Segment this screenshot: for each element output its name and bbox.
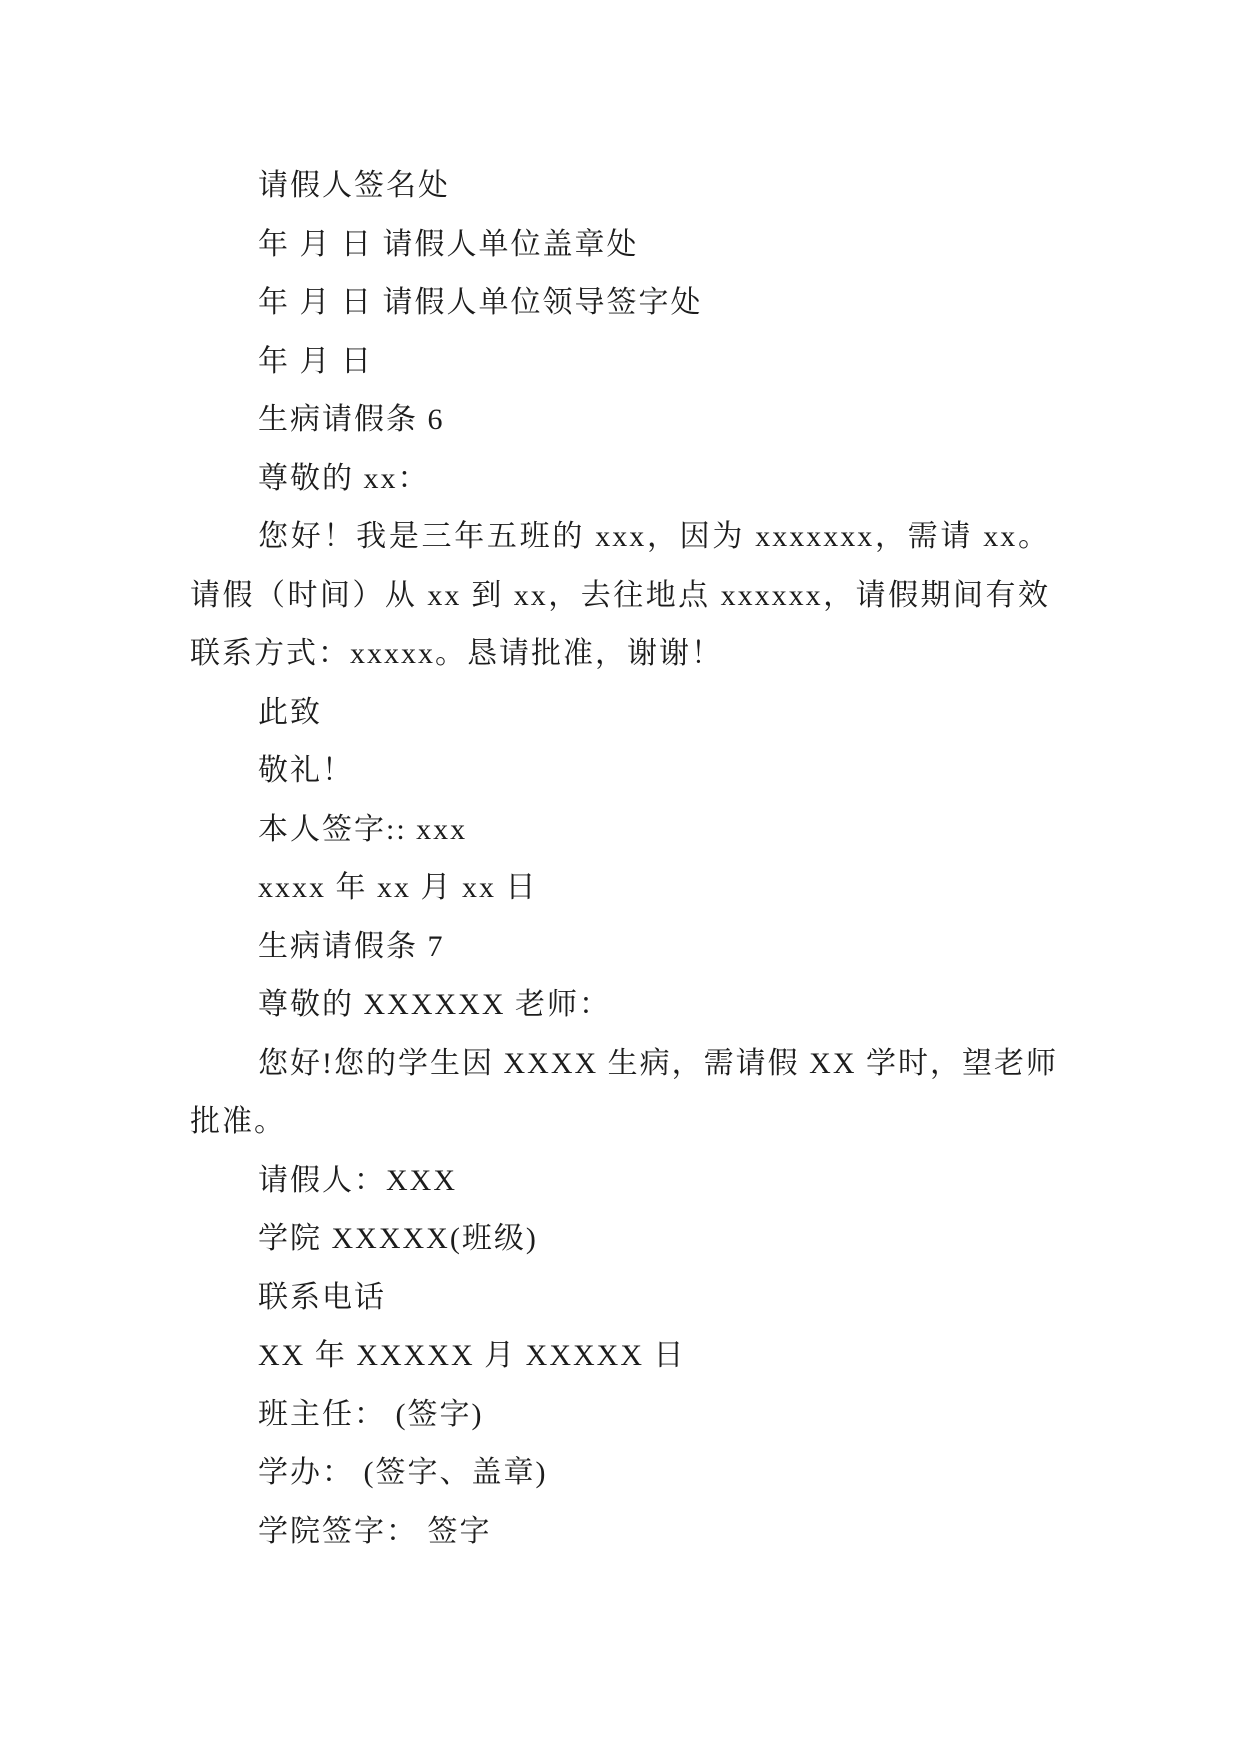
document-body — [190, 157, 1058, 1561]
note-6-salutation: 尊敬的 xx： — [258, 461, 430, 495]
note-6-title: 生病请假条 6 — [258, 403, 445, 436]
note-6-body-line: 您好！我是三年五班的 xxx，因为 xxxxxxx，需请 xx。 — [258, 520, 1050, 553]
note-6-closing: 此致 — [258, 695, 322, 729]
note-7-body-line: 您好!您的学生因 XXXX 生病，需请假 XX 学时，望老师 — [258, 1046, 1058, 1080]
note-7-date: XX 年 XXXXX 月 XXXXX 日 — [258, 1339, 686, 1372]
unit-seal-line: 年 月 日 请假人单位盖章处 — [258, 227, 639, 261]
note-7-student-office: 学办： (签字、盖章) — [258, 1456, 548, 1489]
note-7-head-teacher: 班主任： (签字) — [258, 1397, 484, 1431]
note-7-college: 学院 XXXXX(班级) — [258, 1222, 538, 1255]
note-6-signature: 本人签字:: xxx — [258, 812, 468, 846]
note-7-phone: 联系电话 — [258, 1280, 386, 1314]
note-6-closing: 敬礼！ — [258, 754, 354, 787]
note-7-body-line: 批准。 — [190, 1105, 286, 1138]
note-6-body-line: 请假（时间）从 xx 到 xx，去往地点 xxxxxx，请假期间有效 — [190, 578, 1050, 612]
note-7-salutation: 尊敬的 XXXXXX 老师： — [258, 988, 611, 1021]
unit-leader-signature-line: 年 月 日 请假人单位领导签字处 — [258, 286, 703, 319]
note-6-body-line: 联系方式：xxxxx。恳请批准，谢谢！ — [190, 637, 723, 670]
note-6-date: xxxx 年 xx 月 xx 日 — [258, 871, 538, 904]
applicant-signature-line: 请假人签名处 — [258, 169, 450, 202]
signature-date-line: 年 月 日 — [258, 344, 373, 378]
note-7-college-signature: 学院签字： 签字 — [258, 1514, 492, 1548]
note-7-applicant: 请假人：XXX — [258, 1163, 457, 1197]
note-7-title: 生病请假条 7 — [258, 929, 445, 963]
